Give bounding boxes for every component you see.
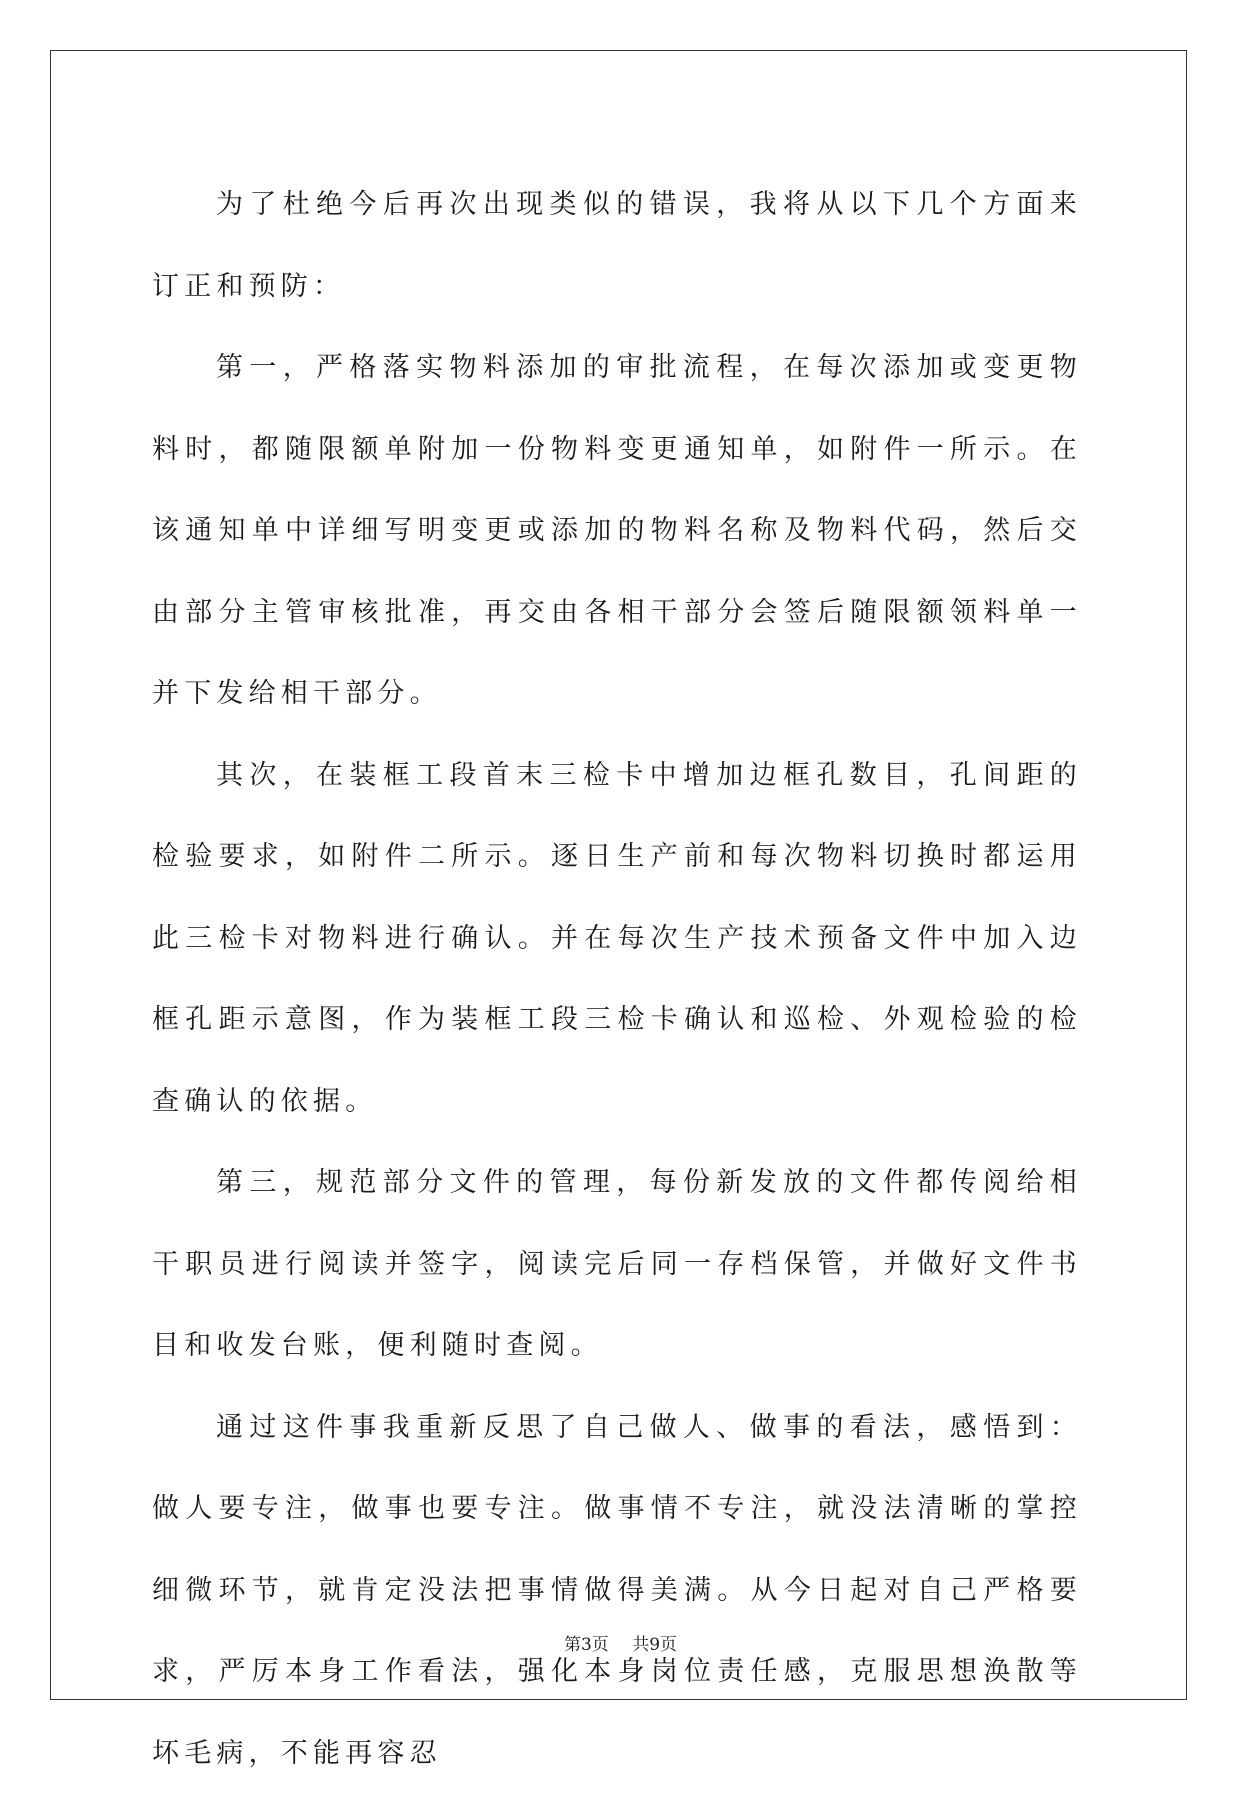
paragraph-3: 其次，在装框工段首末三检卡中增加边框孔数目，孔间距的检验要求，如附件二所示。逐日生产前和每次物料切换时都运用此三检卡对物料进行确认。并在每次生产技术预备文件中加入边框孔距示意图，作为装框工段三检卡确认和巡检、外观检验的检查确认的依据。 bbox=[152, 735, 1082, 1143]
page-footer bbox=[0, 1630, 1241, 1655]
paragraph-1: 为了杜绝今后再次出现类似的错误，我将从以下几个方面来订正和预防： bbox=[152, 164, 1082, 327]
page-number: 第3页 bbox=[564, 1635, 609, 1655]
paragraph-5: 通过这件事我重新反思了自己做人、做事的看法，感悟到：做人要专注，做事也要专注。做事情不专注，就没法清晰的掌控细微环节，就肯定没法把事情做得美满。从今日起对自己严格要求，严厉本身工作看法，强化本身岗位责任感，克服思想涣散等坏毛病，不能再容忍 bbox=[152, 1387, 1082, 1794]
document-body bbox=[152, 164, 1082, 1794]
paragraph-4: 第三，规范部分文件的管理，每份新发放的文件都传阅给相干职员进行阅读并签字，阅读完后同一存档保管，并做好文件书目和收发台账，便利随时查阅。 bbox=[152, 1142, 1082, 1387]
paragraph-2: 第一，严格落实物料添加的审批流程，在每次添加或变更物料时，都随限额单附加一份物料变更通知单，如附件一所示。在该通知单中详细写明变更或添加的物料名称及物料代码，然后交由部分主管审核批准，再交由各相干部分会签后随限额领料单一并下发给相干部分。 bbox=[152, 327, 1082, 735]
page-total: 共9页 bbox=[632, 1635, 677, 1655]
